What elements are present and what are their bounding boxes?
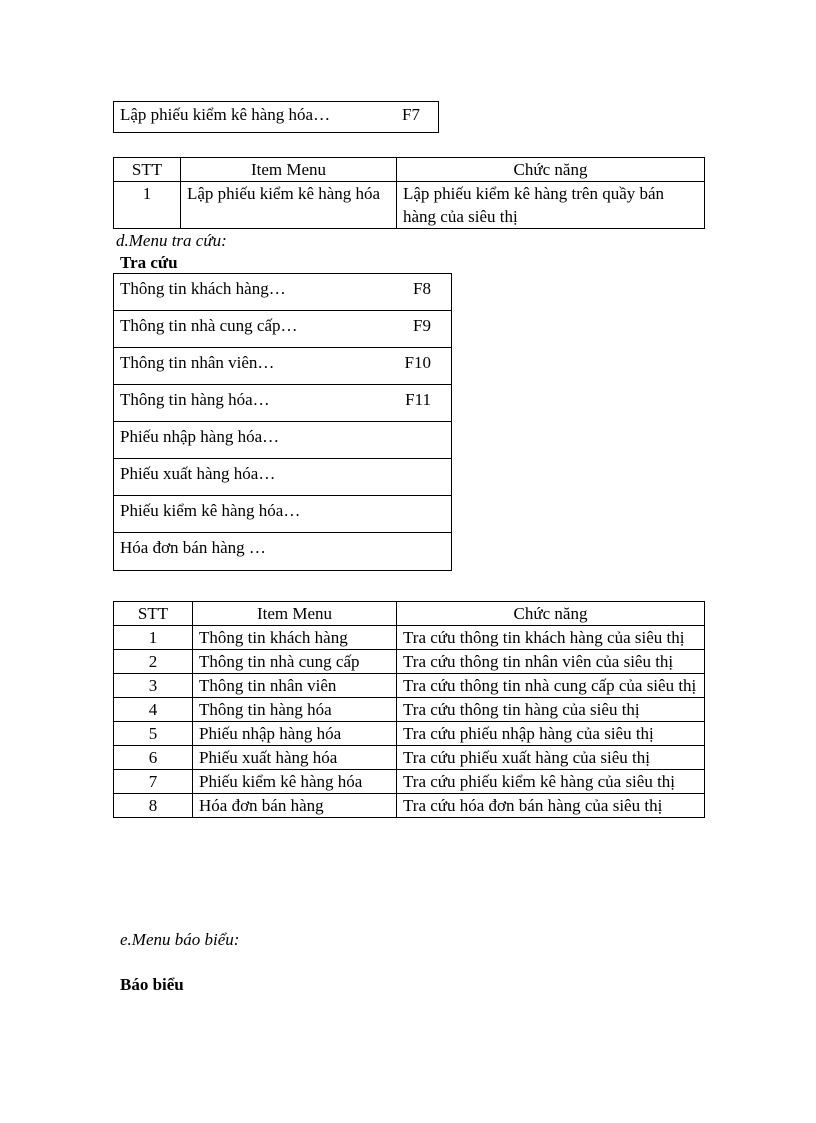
menu-item-shortcut: F7	[402, 105, 420, 124]
menu-item-thong-tin-nha-cung-cap	[114, 311, 451, 348]
menu-item-label: Thông tin khách hàng…	[120, 279, 286, 298]
menu-item-phieu-xuat-hang-hoa	[114, 459, 451, 496]
cell-item-menu: Thông tin khách hàng	[193, 626, 397, 650]
menu-item-label: Thông tin nhà cung cấp…	[120, 316, 298, 335]
menu-item-thong-tin-hang-hoa	[114, 385, 451, 422]
menu-item-phieu-kiem-ke-hang-hoa	[114, 496, 451, 533]
table-row	[114, 674, 705, 698]
menu-item-phieu-nhap-hang-hoa	[114, 422, 451, 459]
table-row	[114, 626, 705, 650]
table-header-row	[114, 158, 705, 182]
table-header-row	[114, 602, 705, 626]
cell-item-menu: Hóa đơn bán hàng	[193, 794, 397, 818]
section-d-heading: d.Menu tra cứu:	[116, 231, 227, 250]
menu-item-shortcut: F11	[405, 390, 431, 409]
section-e-heading: e.Menu báo biểu:	[120, 930, 240, 949]
cell-stt: 7	[114, 770, 193, 794]
cell-chuc-nang: Tra cứu phiếu nhập hàng của siêu thị	[397, 722, 705, 746]
cell-stt: 8	[114, 794, 193, 818]
table-row	[114, 746, 705, 770]
cell-item-menu: Phiếu kiểm kê hàng hóa	[193, 770, 397, 794]
header-stt: STT	[114, 602, 193, 626]
header-chuc-nang: Chức năng	[397, 158, 705, 182]
header-chuc-nang: Chức năng	[397, 602, 705, 626]
menu-item-hoa-don-ban-hang	[114, 533, 451, 570]
menu-item-label: Phiếu xuất hàng hóa…	[120, 464, 276, 483]
cell-chuc-nang: Tra cứu thông tin hàng của siêu thị	[397, 698, 705, 722]
table-row	[114, 794, 705, 818]
menu-item-thong-tin-nhan-vien	[114, 348, 451, 385]
menu-item-shortcut: F10	[404, 353, 431, 372]
cell-stt: 5	[114, 722, 193, 746]
menu-tra-cuu	[113, 273, 452, 571]
cell-chuc-nang: Tra cứu phiếu xuất hàng của siêu thị	[397, 746, 705, 770]
header-stt: STT	[114, 158, 181, 182]
menu-title-tra-cuu: Tra cứu	[120, 253, 178, 272]
menu-item-shortcut: F9	[413, 316, 431, 335]
cell-chuc-nang: Tra cứu thông tin nhà cung cấp của siêu thị	[397, 674, 705, 698]
table-row	[114, 698, 705, 722]
table-row	[114, 770, 705, 794]
cell-chuc-nang: Tra cứu thông tin khách hàng của siêu thị	[397, 626, 705, 650]
header-item-menu: Item Menu	[193, 602, 397, 626]
cell-stt: 2	[114, 650, 193, 674]
cell-chuc-nang: Tra cứu thông tin nhân viên của siêu thị	[397, 650, 705, 674]
cell-stt: 3	[114, 674, 193, 698]
cell-item-menu: Phiếu xuất hàng hóa	[193, 746, 397, 770]
table-menu-tra-cuu	[113, 601, 705, 818]
menu-item-shortcut: F8	[413, 279, 431, 298]
cell-item-menu: Phiếu nhập hàng hóa	[193, 722, 397, 746]
menu-item-label: Lập phiếu kiểm kê hàng hóa…	[120, 105, 331, 124]
cell-chuc-nang: Tra cứu hóa đơn bán hàng của siêu thị	[397, 794, 705, 818]
cell-stt: 1	[114, 626, 193, 650]
menu-item-thong-tin-khach-hang	[114, 274, 451, 311]
cell-item-menu: Lập phiếu kiểm kê hàng hóa	[181, 182, 397, 229]
cell-item-menu: Thông tin hàng hóa	[193, 698, 397, 722]
menu-item-label: Thông tin nhân viên…	[120, 353, 275, 372]
table-menu-kiem-ke	[113, 157, 705, 229]
cell-item-menu: Thông tin nhân viên	[193, 674, 397, 698]
menu-title-bao-bieu: Báo biểu	[120, 975, 184, 994]
table-row	[114, 722, 705, 746]
cell-stt: 6	[114, 746, 193, 770]
menu-item-label: Phiếu nhập hàng hóa…	[120, 427, 280, 446]
header-item-menu: Item Menu	[181, 158, 397, 182]
cell-item-menu: Thông tin nhà cung cấp	[193, 650, 397, 674]
menu-item-label: Thông tin hàng hóa…	[120, 390, 270, 409]
menu-item-label: Phiếu kiểm kê hàng hóa…	[120, 501, 301, 520]
table-row	[114, 182, 705, 229]
menu-item-label: Hóa đơn bán hàng …	[120, 538, 266, 557]
cell-chuc-nang: Lập phiếu kiểm kê hàng trên quầy bán hàng của siêu thị	[397, 182, 705, 229]
cell-stt: 1	[114, 182, 181, 229]
cell-stt: 4	[114, 698, 193, 722]
cell-chuc-nang: Tra cứu phiếu kiểm kê hàng của siêu thị	[397, 770, 705, 794]
table-row	[114, 650, 705, 674]
menu-item-lap-phieu-kiem-ke	[113, 101, 439, 133]
